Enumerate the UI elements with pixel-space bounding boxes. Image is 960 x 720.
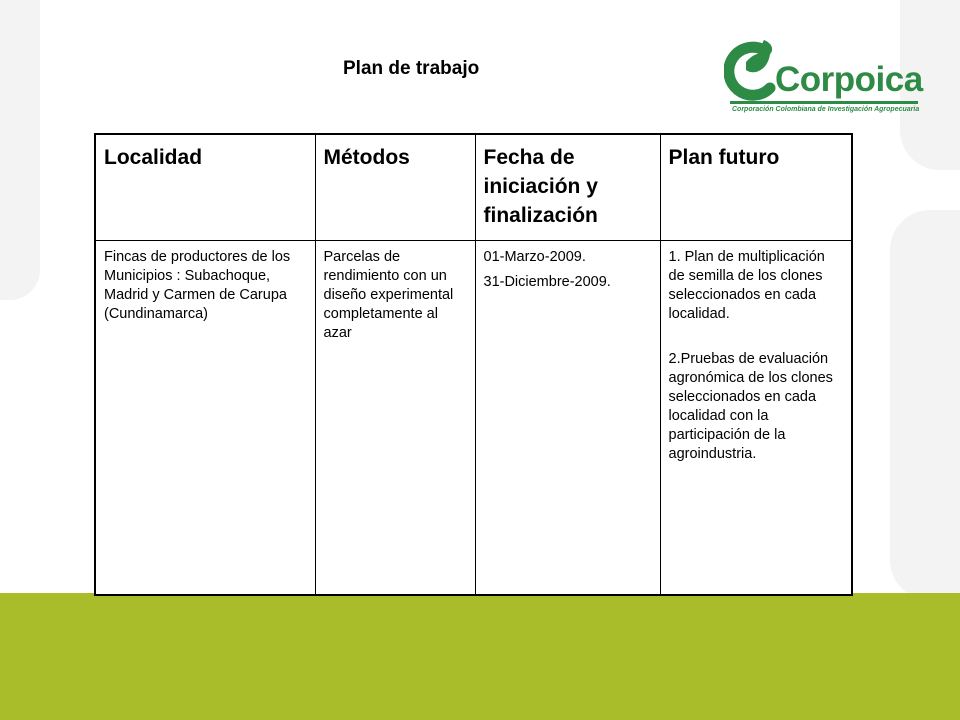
background-shape-left <box>0 0 40 300</box>
fecha-fin: 31-Diciembre-2009. <box>483 274 611 290</box>
table-header-row <box>95 134 852 241</box>
cell-plan-futuro <box>660 241 852 596</box>
cell-localidad <box>95 241 315 596</box>
corpoica-logo <box>720 38 923 130</box>
metodos-text: Parcelas de rendimiento con un diseño experimental completamente al azar <box>323 249 454 341</box>
localidad-text: Fincas de productores de los Municipios : Subachoque, Madrid y Carmen de Carupa (Cundinamarca) <box>104 249 291 322</box>
page-title: Plan de trabajo <box>343 58 480 79</box>
header-metodos: Métodos <box>315 134 475 241</box>
header-plan-futuro: Plan futuro <box>660 134 852 241</box>
background-shape-right-mid <box>890 210 960 600</box>
plan-item-1: 1. Plan de multiplicación de semilla de los clones seleccionados en cada localidad. <box>668 249 825 322</box>
logo-wordmark: Corpoica <box>775 60 923 99</box>
logo-rule <box>730 101 918 104</box>
table-row <box>95 241 852 596</box>
logo-tagline: Corporación Colombiana de Investigación Agropecuaria <box>732 106 920 113</box>
corpoica-leaf-icon <box>724 40 780 102</box>
cell-fecha <box>475 241 660 596</box>
work-plan-table <box>94 133 853 596</box>
fecha-inicio: 01-Marzo-2009. <box>483 249 586 265</box>
header-localidad: Localidad <box>95 134 315 241</box>
cell-metodos <box>315 241 475 596</box>
plan-item-2: 2.Pruebas de evaluación agronómica de los clones seleccionados en cada localidad con la participación de la agroindustria. <box>668 351 833 462</box>
footer-green-band <box>0 593 960 720</box>
header-fecha: Fecha de iniciación y finalización <box>475 134 660 241</box>
